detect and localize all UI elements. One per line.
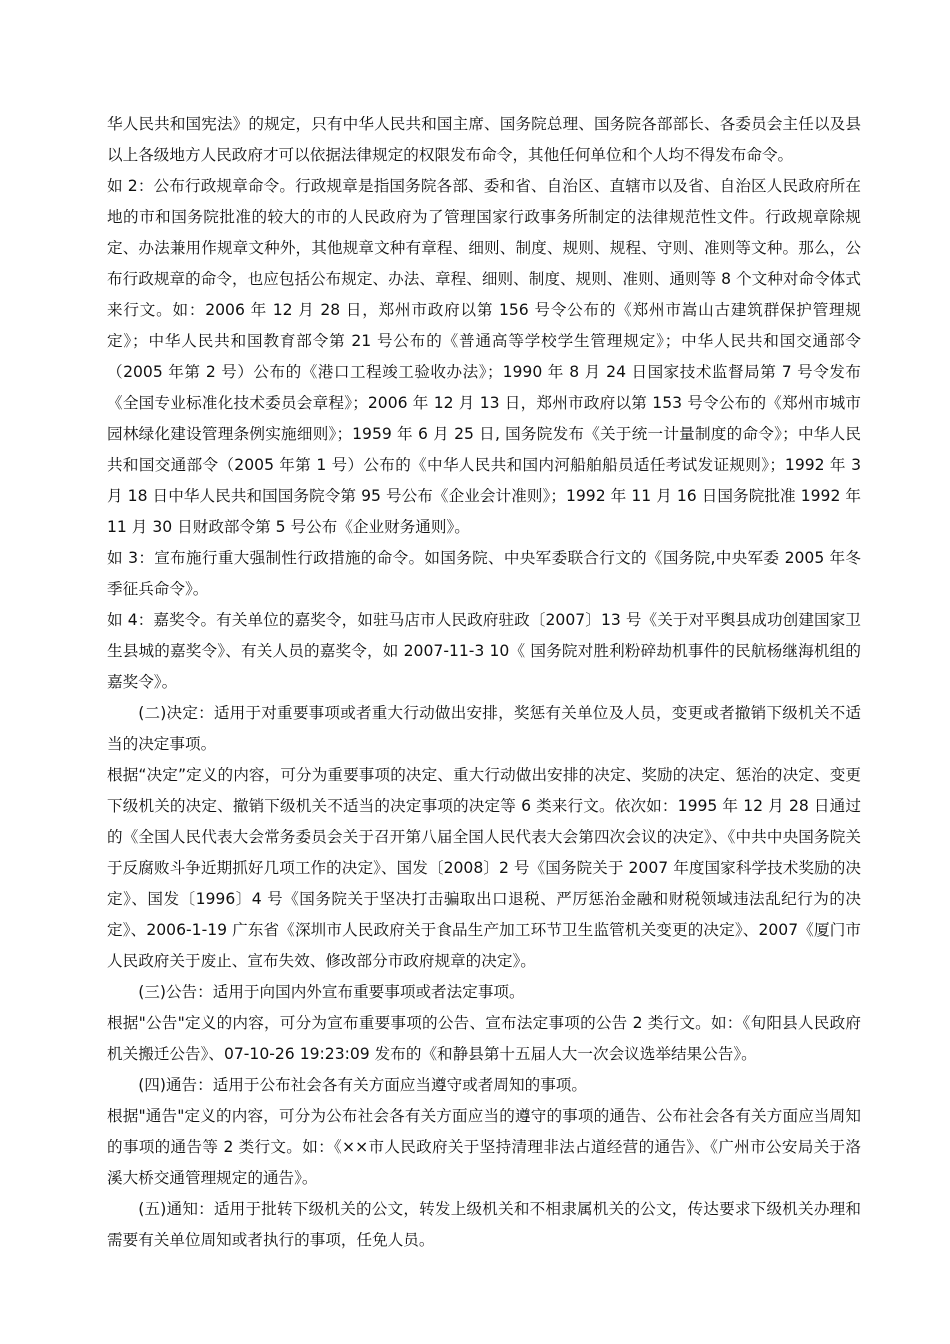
paragraph-constitution-order-authority: 华人民共和国宪法》的规定，只有中华人民共和国主席、国务院总理、国务院各部部长、各委员会主任以及县以上各级地方人民政府才可以依据法律规定的权限发布命令，其他任何单位和个人均不得发布命令。 (107, 115, 861, 164)
paragraph-public-notice-types: 根据"通告"定义的内容，可分为公布社会各有关方面应当的遵守的事项的通告、公布社会各有关方面应当周知的事项的通告等 2 类行文。如：《××市人民政府关于坚持清理非法占道经营的通告》、《广州市公安局关于洛溪大桥交通管理规定的通告》。 (107, 1107, 861, 1187)
paragraph-decision-types: 根据“决定”定义的内容，可分为重要事项的决定、重大行动做出安排的决定、奖励的决定、惩治的决定、变更下级机关的决定、撤销下级机关不适当的决定事项的决定等 6 类来行文。依次如：1995 年 12 月 28 日通过的《全国人民代表大会常务委员会关于召开第八届全国人民代表大会第四次会议的决定》、《中共中央国务院关于反腐败斗争近期抓好几项工作的决定》、国发〔2008〕2 号《国务院关于 2007 年度国家科学技术奖励的决定》、国发〔1996〕4 号《国务院关于坚决打击骗取出口退税、严厉惩治金融和财税领域违法乱纪行为的决定》、2006-1-19 广东省《深圳市人民政府关于食品生产加工环节卫生监管机关变更的决定》、2007《厦门市人民政府关于废止、宣布失效、修改部分市政府规章的决定》。 (107, 766, 861, 970)
paragraph-example-3-enforcement-order: 如 3：宣布施行重大强制性行政措施的命令。如国务院、中央军委联合行文的《国务院,中央军委 2005 年冬季征兵命令》。 (107, 549, 861, 598)
paragraph-announcement-types: 根据"公告"定义的内容，可分为宣布重要事项的公告、宣布法定事项的公告 2 类行文。如：《旬阳县人民政府机关搬迁公告》、07-10-26 19:23:09 发布的《和静县第十五届人大一次会议选举结果公告》。 (107, 1014, 861, 1063)
document-page (107, 109, 861, 1256)
section-heading-decision: (二)决定：适用于对重要事项或者重大行动做出安排，奖惩有关单位及人员，变更或者撤销下级机关不适当的决定事项。 (107, 704, 861, 753)
section-heading-announcement: (三)公告：适用于向国内外宣布重要事项或者法定事项。 (138, 983, 525, 1001)
section-heading-public-notice: (四)通告：适用于公布社会各有关方面应当遵守或者周知的事项。 (138, 1076, 587, 1094)
paragraph-example-4-commendation-order: 如 4：嘉奖令。有关单位的嘉奖令，如驻马店市人民政府驻政〔2007〕13 号《关于对平舆县成功创建国家卫生县城的嘉奖令》、有关人员的嘉奖令，如 2007-11-3 10《 国务院对胜利粉碎劫机事件的民航杨继海机组的嘉奖令》。 (107, 611, 861, 691)
paragraph-example-2-administrative-rules: 如 2：公布行政规章命令。行政规章是指国务院各部、委和省、自治区、直辖市以及省、自治区人民政府所在地的市和国务院批准的较大的市的人民政府为了管理国家行政事务所制定的法律规范性文件。行政规章除规定、办法兼用作规章文种外，其他规章文种有章程、细则、制度、规则、规程、守则、准则等文种。那么，公布行政规章的命令，也应包括公布规定、办法、章程、细则、制度、规则、准则、通则等 8 个文种对命令体式来行文。如：2006 年 12 月 28 日，郑州市政府以第 156 号令公布的《郑州市嵩山古建筑群保护管理规定》；中华人民共和国教育部令第 21 号公布的《普通高等学校学生管理规定》；中华人民共和国交通部令（2005 年第 2 号）公布的《港口工程竣工验收办法》；1990 年 8 月 24 日国家技术监督局第 7 号令发布《全国专业标准化技术委员会章程》；2006 年 12 月 13 日，郑州市政府以第 153 号令公布的《郑州市城市园林绿化建设管理条例实施细则》；1959 年 6 月 25 日, 国务院发布《关于统一计量制度的命令》；中华人民共和国交通部令（2005 年第 1 号）公布的《中华人民共和国内河船舶船员适任考试发证规则》；1992 年 3 月 18 日中华人民共和国国务院令第 95 号公布《企业会计准则》；1992 年 11 月 16 日国务院批准 1992 年 11 月 30 日财政部令第 5 号公布《企业财务通则》。 (107, 177, 861, 536)
section-heading-notification: (五)通知：适用于批转下级机关的公文，转发上级机关和不相隶属机关的公文，传达要求下级机关办理和需要有关单位周知或者执行的事项，任免人员。 (107, 1200, 861, 1249)
